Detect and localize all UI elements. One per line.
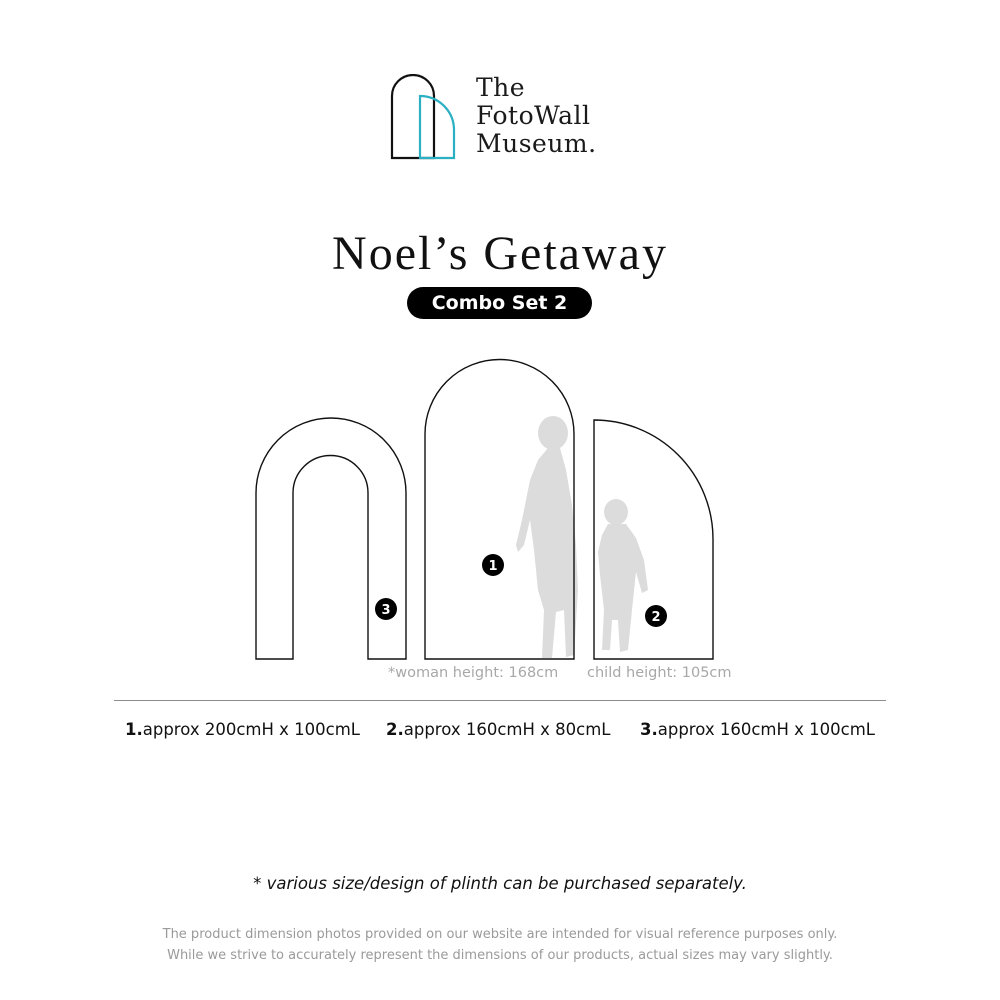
dimension-1-text: approx 200cmH x 100cmL bbox=[142, 720, 360, 739]
dimension-3-number: 3. bbox=[640, 720, 658, 739]
svg-text:1: 1 bbox=[488, 559, 498, 574]
divider bbox=[114, 700, 886, 701]
woman-silhouette bbox=[516, 416, 578, 658]
brand-line-2: FotoWall bbox=[476, 101, 591, 130]
disclaimer-line-1: The product dimension photos provided on our website are intended for visual reference purposes only. bbox=[162, 927, 838, 942]
product-title: Noel’s Getaway bbox=[332, 227, 668, 280]
disclaimer-line-2: While we strive to accurately represent the dimensions of our products, actual sizes may vary slightly. bbox=[167, 948, 833, 963]
marker-1 bbox=[482, 554, 504, 576]
dimension-2 bbox=[386, 720, 610, 739]
panel-3-open-arch bbox=[256, 418, 406, 659]
dimension-1-number: 1. bbox=[125, 720, 143, 739]
combo-set-badge: Combo Set 2 bbox=[407, 287, 592, 319]
child-silhouette bbox=[598, 499, 648, 652]
svg-text:2: 2 bbox=[651, 610, 661, 625]
marker-3 bbox=[375, 598, 397, 620]
plinth-note: * various size/design of plinth can be purchased separately. bbox=[253, 874, 747, 893]
dimension-3-text: approx 160cmH x 100cmL bbox=[657, 720, 875, 739]
dimension-2-text: approx 160cmH x 80cmL bbox=[403, 720, 611, 739]
dimension-3 bbox=[640, 720, 875, 739]
woman-height-note: *woman height: 168cm bbox=[388, 665, 559, 681]
dimension-1 bbox=[125, 720, 360, 739]
dimension-2-number: 2. bbox=[386, 720, 404, 739]
human-silhouettes bbox=[516, 416, 648, 658]
brand-line-3: Museum. bbox=[476, 129, 597, 158]
svg-text:3: 3 bbox=[381, 603, 391, 618]
brand-line-1: The bbox=[476, 73, 526, 102]
child-height-note: child height: 105cm bbox=[587, 665, 732, 681]
disclaimer bbox=[0, 924, 1000, 966]
marker-2 bbox=[645, 605, 667, 627]
